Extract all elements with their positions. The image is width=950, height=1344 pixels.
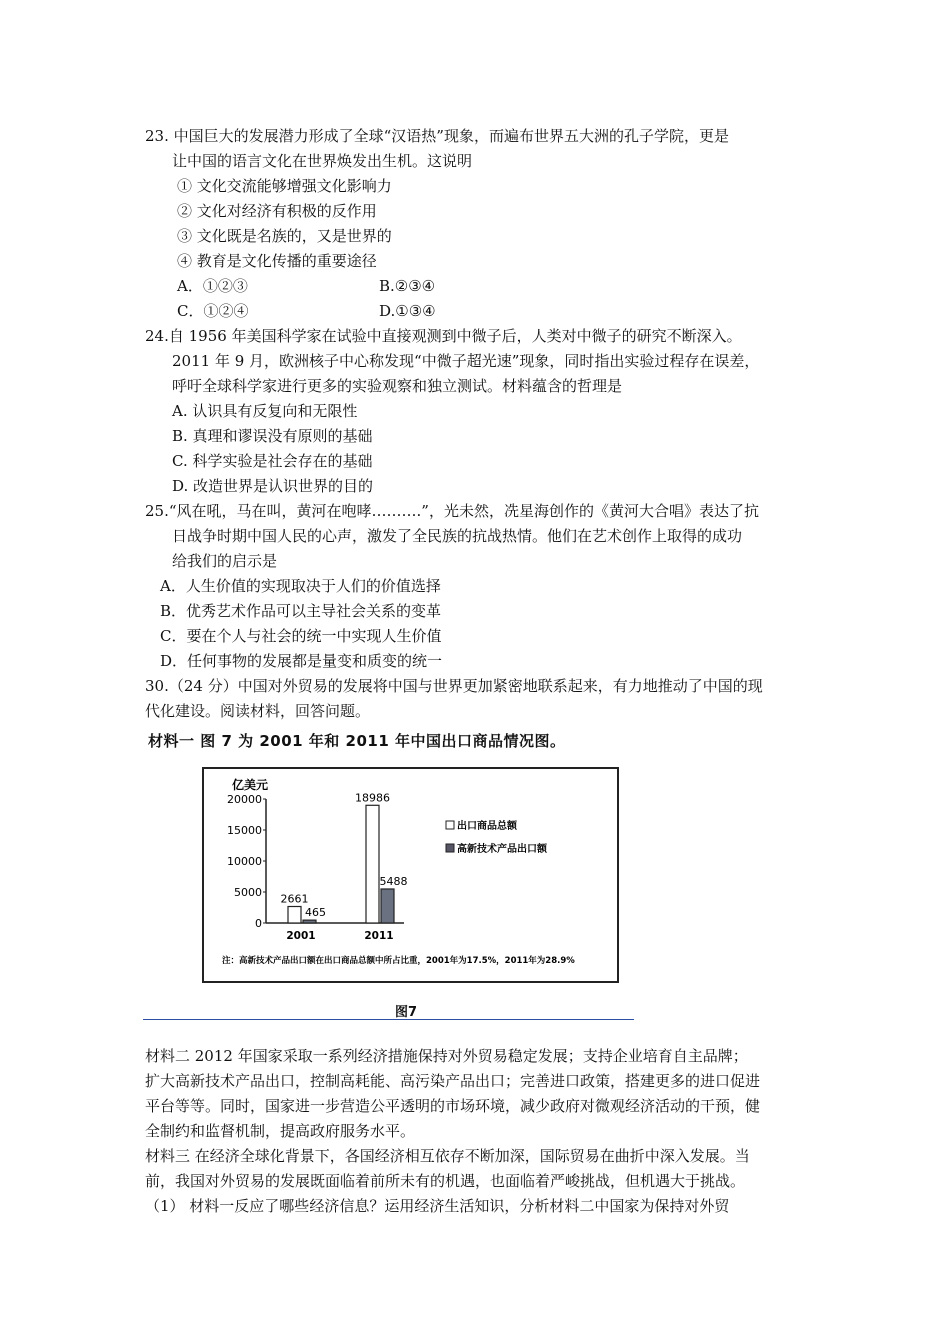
material2-line3: 平台等等。同时，国家进一步营造公平透明的市场环境，减少政府对微观经济活动的干预，健 xyxy=(145,1097,761,1115)
q23-stem-line1: 23. 中国巨大的发展潜力形成了全球“汉语热”现象，而遍布世界五大洲的孔子学院，更是 xyxy=(145,127,729,145)
legend-label-hightech: 高新技术产品出口额 xyxy=(457,844,547,855)
q23-option-a: A．①②③ xyxy=(177,277,248,295)
q23-stem-line2: 让中国的语言文化在世界焕发出生机。这说明 xyxy=(172,152,473,170)
chart-footnote: 注：高新技术产品出口额在出口商品总额中所占比重，2001年为17.5%，2011年为28.9% xyxy=(222,956,575,966)
y-tick-label: 5000 xyxy=(234,886,262,899)
bar-2001-total xyxy=(288,907,301,923)
q23-statement-3: ③ 文化既是名族的，又是世界的 xyxy=(177,227,392,245)
figure-title: 材料一 图 7 为 2001 年和 2011 年中国出口商品情况图。 xyxy=(148,732,566,750)
data-label: 465 xyxy=(305,906,326,920)
q23-option-b: B.②③④ xyxy=(379,277,436,295)
y-tick-label: 20000 xyxy=(227,793,262,806)
q25-option-a: A．人生价值的实现取决于人们的价值选择 xyxy=(160,577,441,595)
q24-stem-line3: 呼吁全球科学家进行更多的实验观察和独立测试。材料蕴含的哲理是 xyxy=(172,377,623,395)
legend-label-total: 出口商品总额 xyxy=(457,821,517,832)
y-tick-label: 15000 xyxy=(227,824,262,837)
q24-option-d: D. 改造世界是认识世界的目的 xyxy=(172,477,374,495)
q24-option-b: B. 真理和谬误没有原则的基础 xyxy=(172,427,373,445)
question-1: （1） 材料一反应了哪些经济信息？运用经济生活知识，分析材料二中国家为保持对外贸 xyxy=(145,1197,730,1215)
legend-swatch-total xyxy=(446,821,454,829)
q25-stem-line2: 日战争时期中国人民的心声，激发了全民族的抗战热情。他们在艺术创作上取得的成功 xyxy=(172,527,743,545)
q25-stem-line3: 给我们的启示是 xyxy=(172,552,278,570)
q24-stem-line2: 2011 年 9 月，欧洲核子中心称发现“中微子超光速”现象，同时指出实验过程存在误差， xyxy=(172,352,760,370)
q24-stem-line1: 24.自 1956 年美国科学家在试验中直接观测到中微子后，人类对中微子的研究不断深入。 xyxy=(145,327,742,345)
material2-line1: 材料二 2012 年国家采取一系列经济措施保持对外贸易稳定发展；支持企业培育自主品牌； xyxy=(145,1047,748,1065)
q30-stem-line1: 30.（24 分）中国对外贸易的发展将中国与世界更加紧密地联系起来，有力地推动了中国的现 xyxy=(145,677,763,695)
material3-line1: 材料三 在经济全球化背景下，各国经济相互依存不断加深，国际贸易在曲折中深入发展。当 xyxy=(145,1147,750,1165)
q23-option-d: D.①③④ xyxy=(379,302,436,320)
data-label: 5488 xyxy=(379,874,408,888)
x-tick-label: 2011 xyxy=(364,930,394,942)
material3-line2: 前，我国对外贸易的发展既面临着前所未有的机遇，也面临着严峻挑战，但机遇大于挑战。 xyxy=(145,1172,746,1190)
y-axis-label: 亿美元 xyxy=(232,778,269,792)
material2-line2: 扩大高新技术产品出口，控制高耗能、高污染产品出口；完善进口政策，搭建更多的进口促进 xyxy=(145,1072,761,1090)
figure-caption: 图7 xyxy=(395,1005,418,1020)
bar-2011-hightech xyxy=(381,889,394,923)
data-label: 2661 xyxy=(280,892,309,906)
q23-statement-4: ④ 教育是文化传播的重要途径 xyxy=(177,252,377,270)
y-tick-label: 10000 xyxy=(227,855,262,868)
divider-line xyxy=(143,1019,634,1020)
q23-statement-2: ② 文化对经济有积极的反作用 xyxy=(177,202,377,220)
q30-stem-line2: 代化建设。阅读材料，回答问题。 xyxy=(145,702,371,720)
x-tick-label: 2001 xyxy=(286,930,316,942)
q25-stem-line1: 25.“风在吼，马在叫，黄河在咆哮……….”，光未然，冼星海创作的《黄河大合唱》表达了抗 xyxy=(145,502,759,520)
q25-option-d: D．任何事物的发展都是量变和质变的统一 xyxy=(160,652,443,670)
q24-option-a: A. 认识具有反复向和无限性 xyxy=(172,402,358,420)
bar-2001-hightech xyxy=(303,920,316,923)
figure-frame xyxy=(202,767,619,983)
bar-2011-total xyxy=(366,805,379,923)
y-tick-label: 0 xyxy=(255,917,262,930)
export-bar-chart xyxy=(204,769,617,981)
material2-line4: 全制约和监督机制，提高政府服务水平。 xyxy=(145,1122,416,1140)
q25-option-b: B．优秀艺术作品可以主导社会关系的变革 xyxy=(160,602,442,620)
q24-option-c: C. 科学实验是社会存在的基础 xyxy=(172,452,373,470)
q25-option-c: C．要在个人与社会的统一中实现人生价值 xyxy=(160,627,442,645)
legend-swatch-hightech xyxy=(446,844,454,852)
q23-statement-1: ① 文化交流能够增强文化影响力 xyxy=(177,177,392,195)
q23-option-c: C．①②④ xyxy=(177,302,249,320)
data-label: 18986 xyxy=(355,791,390,805)
